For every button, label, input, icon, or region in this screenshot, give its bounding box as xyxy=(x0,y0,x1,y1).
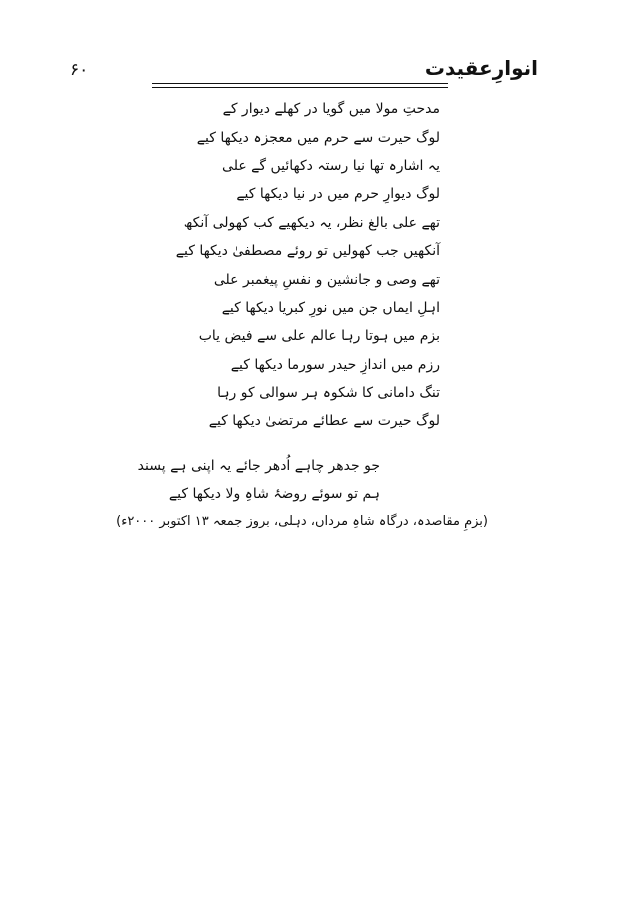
book-title: انوارِعقیدت xyxy=(424,56,538,80)
closing-line: ہم تو سوئے روضۂ شاہِ ولا دیکھا کیے xyxy=(168,486,380,502)
poem-line: بزم میں ہوتا رہا عالم علی سے فیض یاب xyxy=(198,328,440,345)
poem-line: تنگ دامانی کا شکوہ ہر سوالی کو رہا xyxy=(217,385,440,402)
header-rule-bottom xyxy=(152,87,448,88)
page-number: ۶۰ xyxy=(70,60,89,80)
closing-line: جو جدھر چاہے اُدھر جائے یہ اپنی ہے پسند xyxy=(137,458,380,474)
poem-line: رزم میں اندازِ حیدر سورما دیکھا کیے xyxy=(230,356,440,373)
poem-line: مدحتِ مولا میں گویا در کھلے دیوار کے xyxy=(222,101,440,118)
poem-line: تھے علی بالغ نظر، یہ دیکھیے کب کھولی آنکھ xyxy=(183,214,440,231)
header-rule-top xyxy=(152,83,448,84)
poem-line: لوگ دیوارِ حرم میں در نیا دیکھا کیے xyxy=(236,186,440,203)
poem-line: لوگ حیرت سے حرم میں معجزہ دیکھا کیے xyxy=(196,129,440,146)
closing-couplet xyxy=(137,452,380,508)
footnote: (بزمِ مقاصدہ، درگاہ شاہِ مرداں، دہلی، بروز جمعہ ۱۳ اکتوبر ۲۰۰۰ء) xyxy=(116,514,488,529)
poem-line: اہلِ ایماں جن میں نورِ کبریا دیکھا کیے xyxy=(221,299,440,316)
poem-line: تھے وصی و جانشین و نفسِ پیغمبر علی xyxy=(213,271,440,288)
poem-line: یہ اشارہ تھا نیا رستہ دکھائیں گے علی xyxy=(222,157,440,174)
poem-line: آنکھیں جب کھولیں تو روئے مصطفیٰ دیکھا کیے xyxy=(175,243,440,260)
poem-line: لوگ حیرت سے عطائے مرتضیٰ دیکھا کیے xyxy=(208,413,440,430)
poem-body xyxy=(175,95,440,436)
